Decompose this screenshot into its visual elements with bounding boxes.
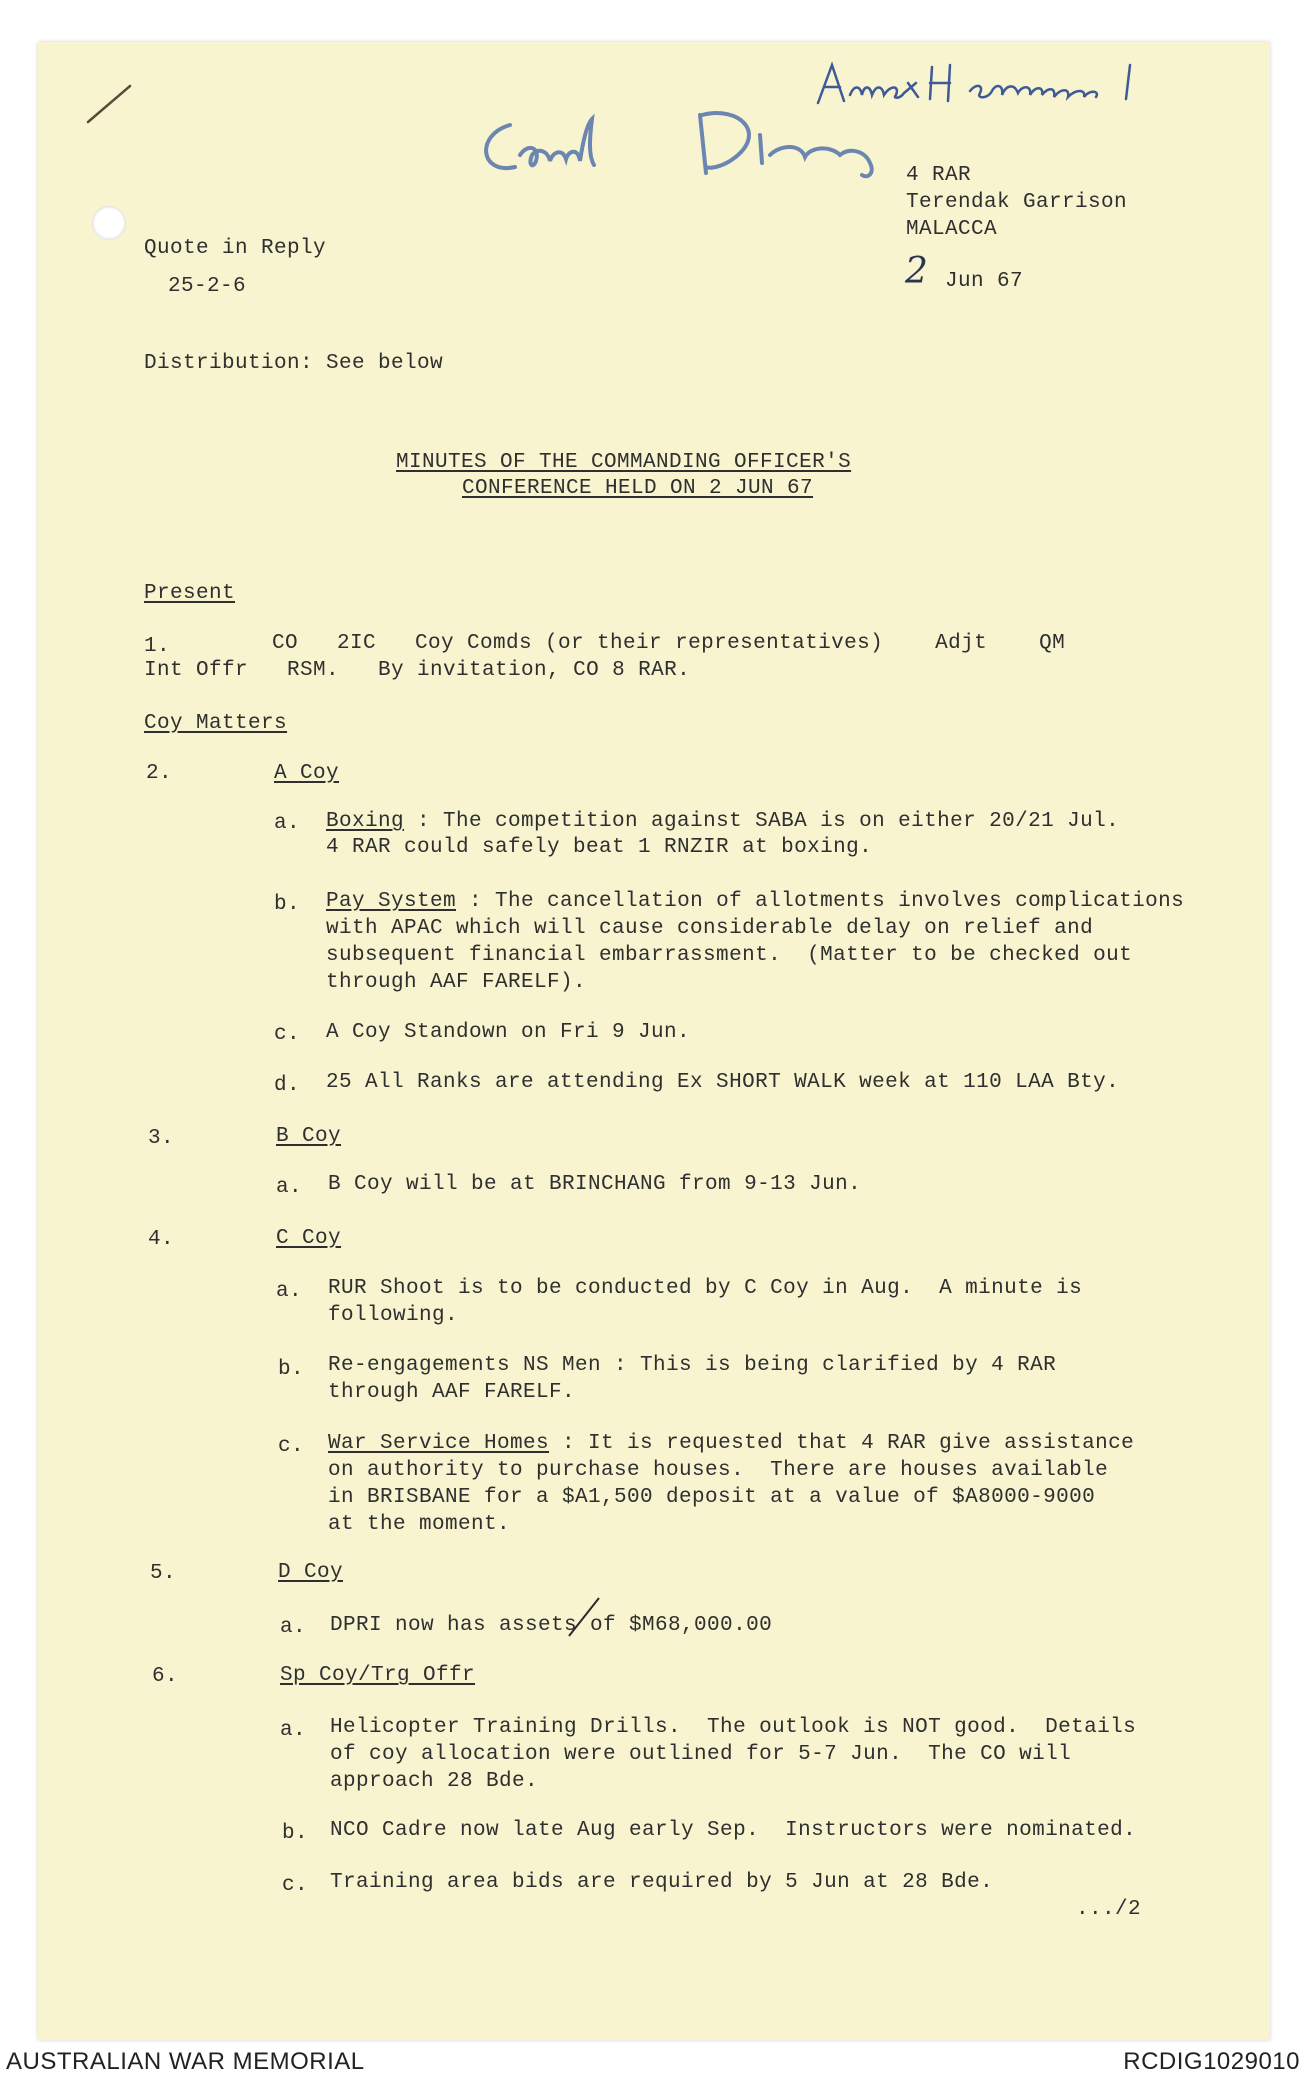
section-title-sp-coy: Sp Coy/Trg Offr bbox=[280, 1664, 476, 1687]
handwritten-date-digit: 2 bbox=[905, 251, 929, 292]
training-area-item: Training area bids are required by 5 Jun at 28 Bde. bbox=[330, 1871, 994, 1894]
item-label: c. bbox=[278, 1435, 305, 1458]
para-number-4: 4. bbox=[148, 1228, 175, 1251]
coy-matters-heading: Coy Matters bbox=[144, 712, 288, 735]
re-engagements-item-line2: through AAF FARELF. bbox=[328, 1381, 576, 1404]
rur-shoot-item-line1: RUR Shoot is to be conducted by C Coy in Aug. A minute is bbox=[328, 1277, 1083, 1300]
nco-cadre-item: NCO Cadre now late Aug early Sep. Instructors were nominated. bbox=[330, 1819, 1137, 1842]
item-label: c. bbox=[274, 1023, 301, 1046]
place-name: MALACCA bbox=[906, 218, 998, 241]
pay-system-item-line2: with APAC which will cause considerable delay on relief and bbox=[326, 917, 1094, 940]
section-title-a-coy: A Coy bbox=[274, 762, 340, 785]
pay-system-item-line1 bbox=[326, 888, 1184, 915]
war-service-homes-line3: in BRISBANE for a $A1,500 deposit at a value of $A8000-9000 bbox=[328, 1486, 1096, 1509]
pay-system-item-title: Pay System bbox=[326, 890, 457, 913]
handwritten-annex-note bbox=[800, 55, 1180, 115]
rur-shoot-item-line2: following. bbox=[328, 1304, 459, 1327]
item-label: b. bbox=[282, 1822, 309, 1845]
garrison-name: Terendak Garrison bbox=[906, 191, 1128, 214]
present-attendees-line2: Int Offr RSM. By invitation, CO 8 RAR. bbox=[144, 659, 691, 682]
brinchang-item: B Coy will be at BRINCHANG from 9-13 Jun. bbox=[328, 1173, 862, 1196]
item-label: d. bbox=[274, 1074, 301, 1097]
pencil-mark-icon bbox=[80, 80, 140, 130]
section-title-b-coy: B Coy bbox=[276, 1125, 342, 1148]
unit-name: 4 RAR bbox=[906, 164, 972, 187]
item-label: a. bbox=[274, 812, 301, 835]
item-label: b. bbox=[278, 1358, 305, 1381]
quote-in-reply-label: Quote in Reply bbox=[144, 237, 327, 260]
present-heading: Present bbox=[144, 582, 236, 605]
war-service-homes-line4: at the moment. bbox=[328, 1513, 511, 1536]
para-number-2: 2. bbox=[146, 762, 173, 785]
document-title-line1: MINUTES OF THE COMMANDING OFFICER'S bbox=[396, 451, 852, 474]
section-title-d-coy: D Coy bbox=[278, 1561, 344, 1584]
dpri-assets-item: DPRI now has assets of $M68,000.00 bbox=[330, 1614, 773, 1637]
war-service-homes-title: War Service Homes bbox=[328, 1432, 550, 1455]
punch-hole bbox=[92, 206, 126, 240]
pay-system-item-line3: subsequent financial embarrassment. (Matter to be checked out bbox=[326, 944, 1133, 967]
footer-archive-name: AUSTRALIAN WAR MEMORIAL bbox=[6, 2048, 365, 2075]
helicopter-item-line2: of coy allocation were outlined for 5-7 Jun. The CO will bbox=[330, 1743, 1072, 1766]
section-title-c-coy: C Coy bbox=[276, 1227, 342, 1250]
war-service-homes-line1 bbox=[328, 1430, 1134, 1457]
boxing-item-text: : The competition against SABA is on either 20/21 Jul. bbox=[404, 810, 1120, 833]
helicopter-item-line3: approach 28 Bde. bbox=[330, 1770, 539, 1793]
para-number-5: 5. bbox=[150, 1562, 177, 1585]
item-label: c. bbox=[282, 1874, 309, 1897]
item-label: a. bbox=[280, 1616, 307, 1639]
handwritten-strike-mark-icon bbox=[565, 1592, 605, 1642]
helicopter-item-line1: Helicopter Training Drills. The outlook is NOT good. Details bbox=[330, 1716, 1137, 1739]
page-continuation: .../2 bbox=[1076, 1898, 1142, 1921]
standown-item: A Coy Standown on Fri 9 Jun. bbox=[326, 1021, 691, 1044]
war-service-homes-text: : It is requested that 4 RAR give assistance bbox=[549, 1432, 1135, 1455]
item-label: b. bbox=[274, 893, 301, 916]
document-title-line2: CONFERENCE HELD ON 2 JUN 67 bbox=[462, 477, 814, 500]
item-label: a. bbox=[276, 1176, 303, 1199]
boxing-item-title: Boxing bbox=[326, 810, 405, 833]
para-number-1: 1. bbox=[144, 635, 171, 658]
para-number-6: 6. bbox=[152, 1665, 179, 1688]
item-label: a. bbox=[280, 1719, 307, 1742]
footer-record-id: RCDIG1029010 bbox=[1123, 2048, 1300, 2075]
boxing-item-line1 bbox=[326, 808, 1119, 835]
short-walk-item: 25 All Ranks are attending Ex SHORT WALK week at 110 LAA Bty. bbox=[326, 1071, 1120, 1094]
re-engagements-item-line1: Re-engagements NS Men : This is being clarified by 4 RAR bbox=[328, 1354, 1057, 1377]
document-date: Jun 67 bbox=[945, 270, 1024, 293]
item-label: a. bbox=[276, 1280, 303, 1303]
war-service-homes-line2: on authority to purchase houses. There are houses available bbox=[328, 1459, 1109, 1482]
pay-system-item-text: : The cancellation of allotments involves complications bbox=[456, 890, 1185, 913]
file-reference: 25-2-6 bbox=[168, 275, 247, 298]
distribution-line: Distribution: See below bbox=[144, 352, 444, 375]
boxing-item-line2: 4 RAR could safely beat 1 RNZIR at boxing. bbox=[326, 836, 873, 859]
present-attendees-line1: CO 2IC Coy Comds (or their representatives) Adjt QM bbox=[272, 632, 1066, 655]
pay-system-item-line4: through AAF FARELF). bbox=[326, 971, 587, 994]
para-number-3: 3. bbox=[148, 1127, 175, 1150]
